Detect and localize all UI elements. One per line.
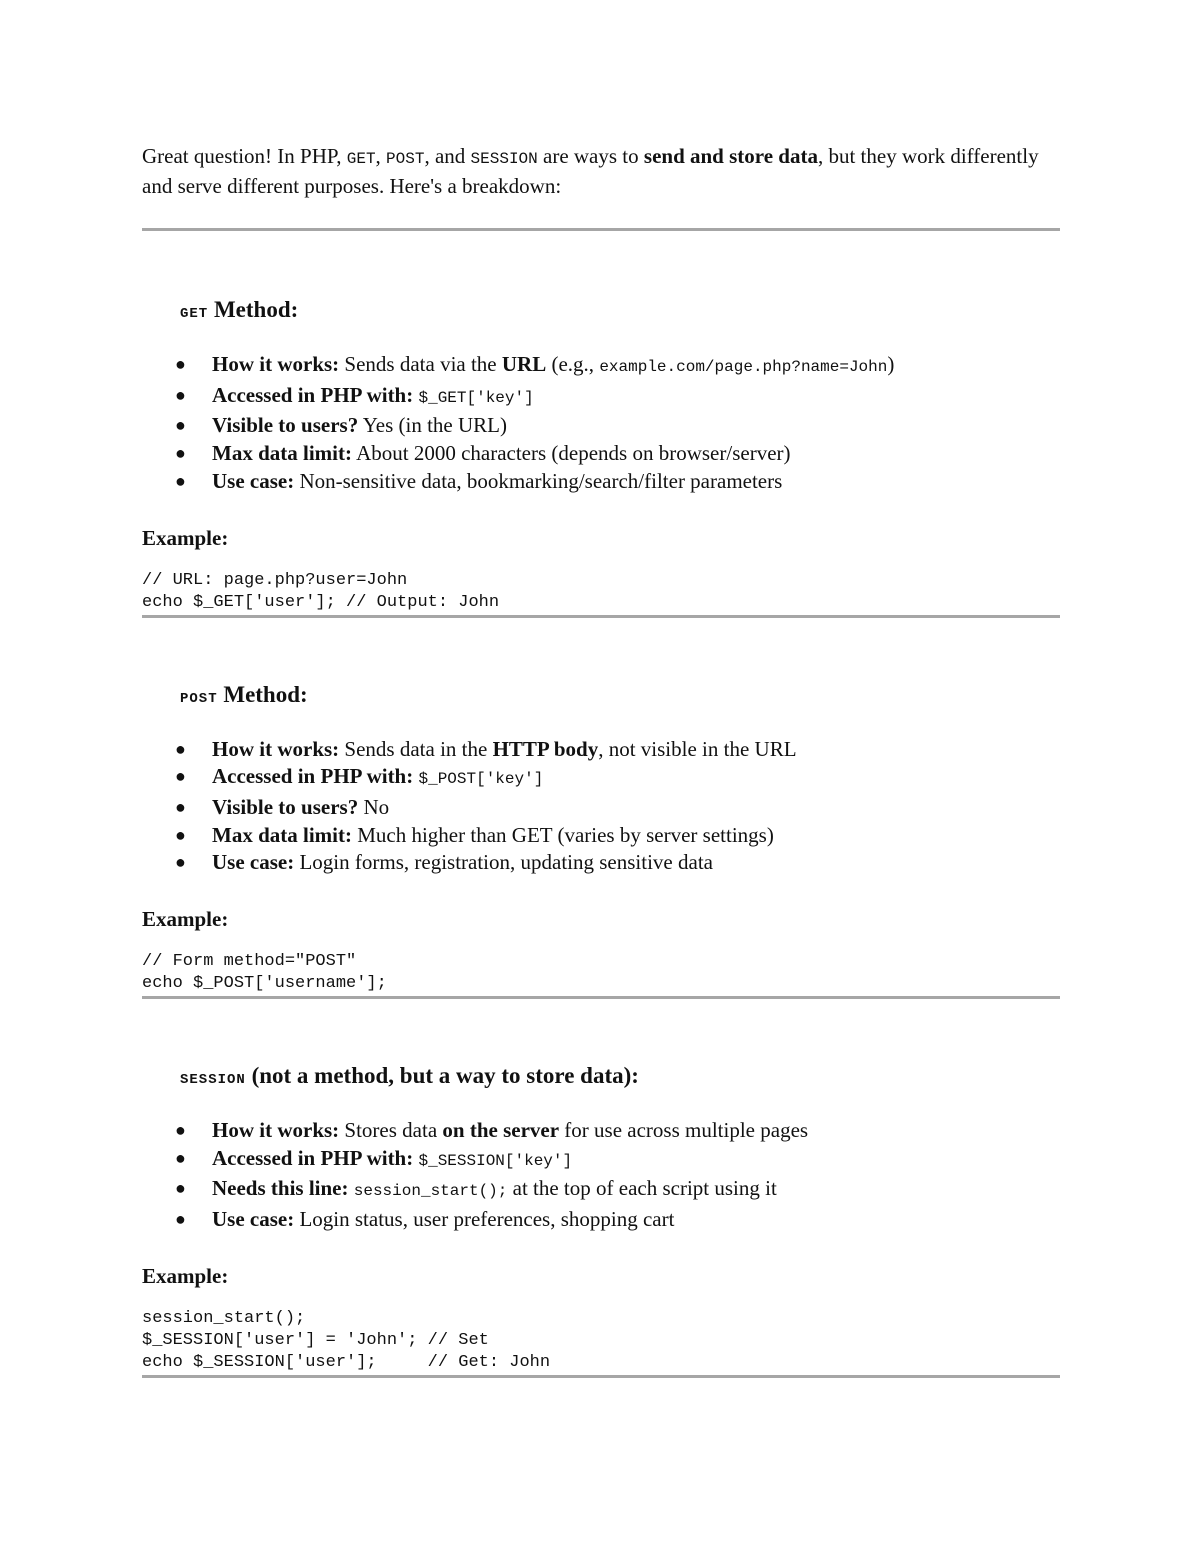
heading-text: Method: [217,681,308,707]
item-text: ) [887,352,895,376]
section-heading-post [180,680,1060,714]
item-label: How it works: [212,1118,340,1143]
bullet-icon: ● [175,470,186,491]
item-text: Sends data via the [339,352,502,376]
horizontal-rule [142,615,1060,618]
sections-container [142,295,1060,1378]
bullet-icon: ● [175,384,186,405]
item-label: Use case: [212,468,295,493]
bullet-icon: ● [175,443,186,464]
bullet-icon: ● [175,738,186,759]
section-heading-session [180,1061,1060,1095]
section-heading-get [180,295,1060,329]
horizontal-rule [142,1375,1060,1378]
intro-text: , but they work differently and serve different purposes. Here's a breakdown: [142,144,1039,198]
list-item [142,1206,1060,1234]
item-text: (e.g., [546,352,600,376]
item-text: Much higher than GET (varies by server settings) [351,822,774,847]
example-label: Example: [142,1263,229,1288]
item-label: How it works: [212,352,340,376]
item-text: Login forms, registration, updating sensitive data [294,850,713,875]
heading-text: (not a method, but a way to store data): [245,1063,639,1089]
item-label: Visible to users? [212,794,359,819]
list-item [142,1145,1060,1176]
bullet-list [142,351,1060,496]
item-text: for use across multiple pages [559,1118,809,1143]
section-post [142,680,1060,1000]
bullet-list [142,736,1060,878]
code-block-post: // Form method="POST" echo $_POST['username']; [142,952,387,994]
item-bold-text: URL [501,352,547,376]
list-item [142,440,1060,468]
list-item [142,468,1060,496]
item-text: About 2000 characters (depends on browser/server) [351,441,791,466]
bullet-icon: ● [175,1120,186,1141]
list-item [142,1117,1060,1145]
item-text: Non-sensitive data, bookmarking/search/filter parameters [294,468,783,493]
item-inline-code: session_start(); [353,1182,508,1201]
item-text: Stores data [339,1118,443,1143]
item-label: Accessed in PHP with: [212,382,414,407]
item-label: Max data limit: [212,441,352,466]
item-text: Login status, user preferences, shopping cart [294,1207,675,1232]
example-label: Example: [142,907,229,932]
list-item [142,382,1060,413]
list-item [142,849,1060,877]
intro-text: , [375,144,387,168]
intro-text: , and [424,144,471,168]
item-label: Needs this line: [212,1176,349,1201]
item-bold-text: HTTP body [492,736,599,761]
item-label: How it works: [212,736,340,761]
item-label: Use case: [212,1207,295,1232]
item-text: Sends data in the [339,736,493,761]
section-session [142,1061,1060,1378]
intro-bold-text: send and store data [643,144,818,168]
example-label: Example: [142,525,229,550]
bullet-icon: ● [175,852,186,873]
bullet-icon: ● [175,415,186,436]
inline-code-post: POST [386,150,425,168]
heading-code-post: POST [180,690,218,707]
bullet-list [142,1117,1060,1234]
list-item [142,763,1060,794]
item-label: Accessed in PHP with: [212,1145,414,1170]
item-text: , not visible in the URL [598,736,797,761]
code-block-session: session_start(); $_SESSION['user'] = 'John'; // Set echo $_SESSION['user']; // Get: John [142,1308,551,1372]
section-get [142,295,1060,618]
list-item [142,1175,1060,1206]
bullet-icon: ● [175,1178,186,1199]
item-text: Yes (in the URL) [358,413,507,438]
item-text: No [358,794,390,819]
heading-code-get: GET [180,306,209,322]
item-inline-code: example.com/page.php?name=John [599,358,888,376]
bullet-icon: ● [175,766,186,787]
item-label: Max data limit: [212,822,352,847]
item-inline-code: $_POST['key'] [418,770,544,789]
bullet-icon: ● [175,796,186,817]
intro-text: Great question! In PHP, [142,144,347,168]
inline-code-get: GET [346,150,376,168]
list-item [142,736,1060,764]
list-item [142,351,1060,382]
item-text: at the top of each script using it [507,1176,777,1201]
inline-code-session: SESSION [470,150,538,168]
intro-paragraph [142,143,1060,200]
item-label: Visible to users? [212,413,359,438]
horizontal-rule [142,228,1060,231]
item-label: Use case: [212,850,295,875]
item-bold-text: on the server [442,1118,560,1143]
bullet-icon: ● [175,354,186,374]
intro-text: are ways to [537,144,644,168]
horizontal-rule [142,996,1060,999]
list-item [142,822,1060,850]
item-inline-code: $_SESSION['key'] [418,1151,573,1170]
document-page [142,143,1060,1378]
bullet-icon: ● [175,1147,186,1168]
heading-code-session: SESSION [180,1072,246,1089]
heading-text: Method: [208,297,299,322]
list-item [142,794,1060,822]
list-item [142,412,1060,440]
item-inline-code: $_GET['key'] [418,388,534,407]
item-label: Accessed in PHP with: [212,764,414,789]
code-block-get: // URL: page.php?user=John echo $_GET['user']; // Output: John [142,570,500,612]
bullet-icon: ● [175,824,186,845]
bullet-icon: ● [175,1209,186,1230]
